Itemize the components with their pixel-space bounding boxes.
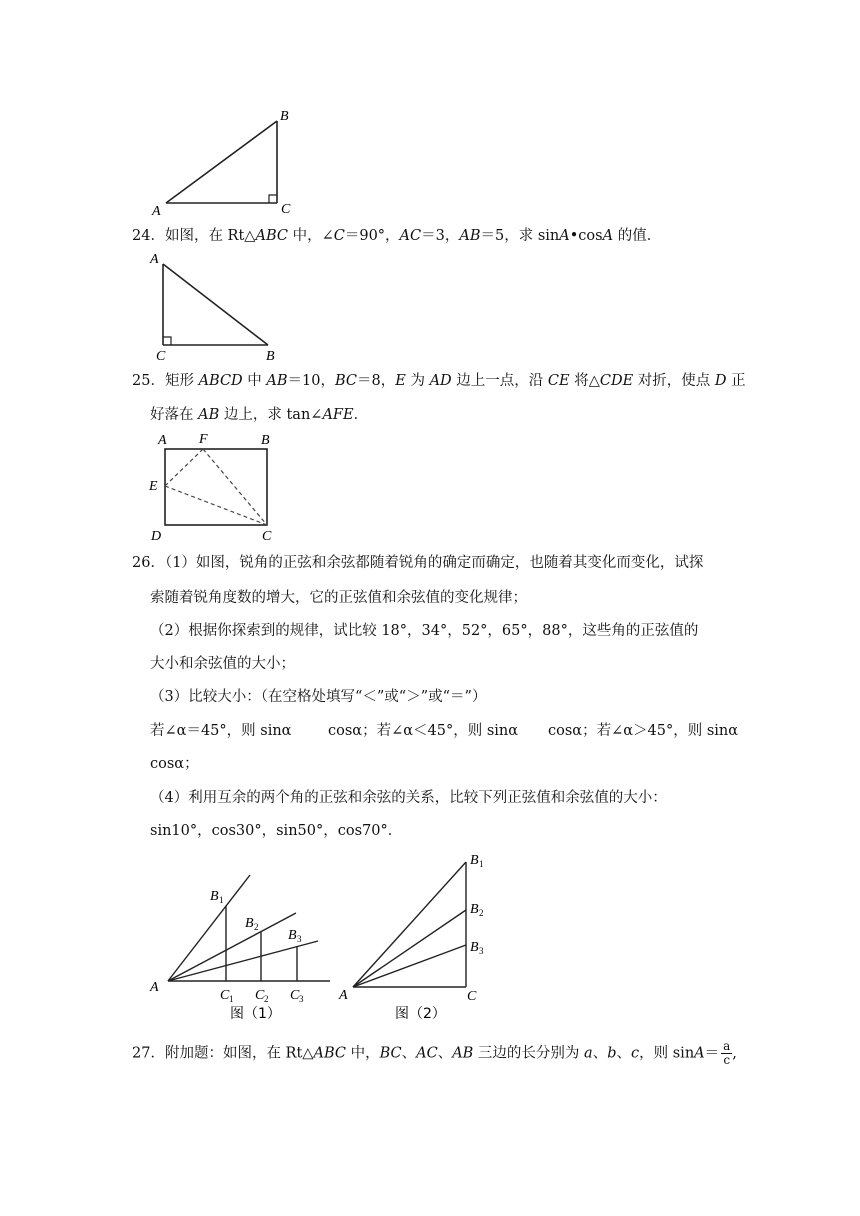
- question-25-line-1: 25．矩形 ABCD 中 AB＝10，BC＝8，E 为 AD 边上一点，沿 CE 将△CDE 对折，使点 D 正: [132, 373, 746, 389]
- q25-line2-seg-0: 好落在: [150, 407, 199, 423]
- q25-line1-seg-13: CDE: [599, 373, 634, 389]
- question-26-p1b: 索随着锐角度数的增大，它的正弦值和余弦值的变化规律；: [150, 590, 527, 606]
- fig26-2-caption: 图（2）: [395, 1006, 446, 1022]
- svg-text:B: B: [210, 889, 219, 904]
- fig25-label-d: D: [151, 529, 162, 543]
- q25-line1-seg-15: D: [714, 373, 727, 389]
- q25-line2-seg-4: ．: [353, 407, 369, 423]
- q25-line1-seg-1: ABCD: [198, 373, 243, 389]
- q25-line1-seg-3: AB: [266, 373, 288, 389]
- question-24: 24．如图，在 Rt△ABC 中，∠C＝90°，AC＝3，AB＝5，求 sinA•cosA 的值．: [132, 228, 662, 244]
- figure-triangle-top: [140, 100, 310, 220]
- question-26-p1a: 26．（1）如图，锐角的正弦和余弦都随着锐角的确定而确定，也随着其变化而变化，试探: [132, 555, 704, 571]
- svg-text:A: A: [150, 980, 159, 995]
- svg-text:C: C: [255, 988, 265, 1003]
- q25-line1-seg-11: CE: [547, 373, 570, 389]
- question-26-p3d: cosα；: [150, 756, 199, 772]
- question-26-p3c: cosα；若∠α＞45°，则 sinα: [548, 723, 739, 739]
- fig24-label-a: A: [150, 252, 159, 267]
- fig25-label-b: B: [261, 433, 270, 448]
- fraction-a-over-c: $\frac{a}{c}$: [723, 1039, 731, 1067]
- fig23-label-b: B: [280, 109, 289, 124]
- fig24-label-b: B: [266, 349, 275, 364]
- q25-line1-seg-0: 矩形: [164, 373, 199, 389]
- svg-text:C: C: [220, 988, 230, 1003]
- q25-line2-seg-1: AB: [198, 407, 220, 423]
- fig26-1-caption: 图（1）: [230, 1006, 281, 1022]
- question-26-p4b: sin10°，cos30°，sin50°，cos70°．: [150, 823, 403, 839]
- question-26-p2a: （2）根据你探索到的规律，试比较 18°，34°，52°，65°，88°，这些角的正弦值的: [150, 623, 699, 639]
- svg-text:2: 2: [254, 922, 259, 932]
- q25-line1-seg-2: 中: [242, 373, 267, 389]
- question-26-p3b: cosα；若∠α＜45°，则 sinα: [328, 723, 519, 739]
- svg-text:1: 1: [479, 859, 484, 869]
- svg-text:C: C: [467, 989, 477, 1004]
- q25-line1-seg-7: E: [395, 373, 406, 389]
- fig24-label-c: C: [156, 349, 166, 364]
- svg-text:B: B: [470, 853, 479, 868]
- fig25-label-a: A: [158, 433, 167, 448]
- question-26-p4: （4）利用互余的两个角的正弦和余弦的关系，比较下列正弦值和余弦值的大小：: [150, 790, 667, 806]
- svg-text:1: 1: [219, 895, 224, 905]
- question-26-p3: （3）比较大小：（在空格处填写“＜”或“＞”或“＝”）: [150, 689, 487, 705]
- fig25-label-f: F: [199, 432, 208, 447]
- svg-text:1: 1: [229, 994, 234, 1004]
- svg-text:B: B: [470, 902, 479, 917]
- svg-text:3: 3: [479, 946, 484, 956]
- svg-text:C: C: [290, 988, 300, 1003]
- q25-line2-seg-2: 边上，求 tan∠: [219, 407, 323, 423]
- question-26-p2b: 大小和余弦值的大小；: [150, 656, 295, 672]
- q25-line1-seg-16: 正: [726, 373, 746, 389]
- svg-text:B: B: [245, 916, 254, 931]
- svg-text:3: 3: [297, 934, 302, 944]
- svg-text:B: B: [470, 940, 479, 955]
- svg-text:A: A: [339, 988, 348, 1003]
- q25-line1-seg-9: AD: [429, 373, 452, 389]
- fig23-label-a: A: [152, 204, 161, 219]
- q25-line1-seg-10: 边上一点，沿: [451, 373, 548, 389]
- fig25-label-e: E: [149, 479, 158, 494]
- question-26-p3a: 若∠α＝45°，则 sinα: [150, 723, 292, 739]
- q25-line2-seg-3: AFE: [322, 407, 354, 423]
- figure-26-1: [140, 850, 340, 1025]
- svg-text:3: 3: [299, 994, 304, 1004]
- figure-triangle-q24: [140, 250, 290, 365]
- question-27: 27．附加题：如图，在 Rt△ABC 中，BC、AC、AB 三边的长分别为 a、b、c，则 sinA＝ $\frac{a}{c}$ ,: [132, 1039, 737, 1067]
- svg-text:2: 2: [264, 994, 269, 1004]
- q25-line1-seg-6: ＝8，: [357, 373, 396, 389]
- fig23-label-c: C: [281, 202, 291, 217]
- fig25-label-c: C: [262, 529, 272, 543]
- question-25-line-2: [150, 405, 368, 425]
- q25-line1-seg-12: 将△: [569, 373, 600, 389]
- svg-text:B: B: [288, 928, 297, 943]
- q25-line1-seg-5: BC: [335, 373, 358, 389]
- figure-rectangle-q25: [140, 428, 290, 543]
- svg-text:2: 2: [479, 908, 484, 918]
- q24-number: 24．: [132, 228, 165, 244]
- q25-line1-seg-14: 对折，使点: [633, 373, 715, 389]
- figure-26-2: [335, 850, 515, 1025]
- q25-line1-seg-4: ＝10，: [287, 373, 335, 389]
- q25-line1-seg-8: 为: [405, 373, 430, 389]
